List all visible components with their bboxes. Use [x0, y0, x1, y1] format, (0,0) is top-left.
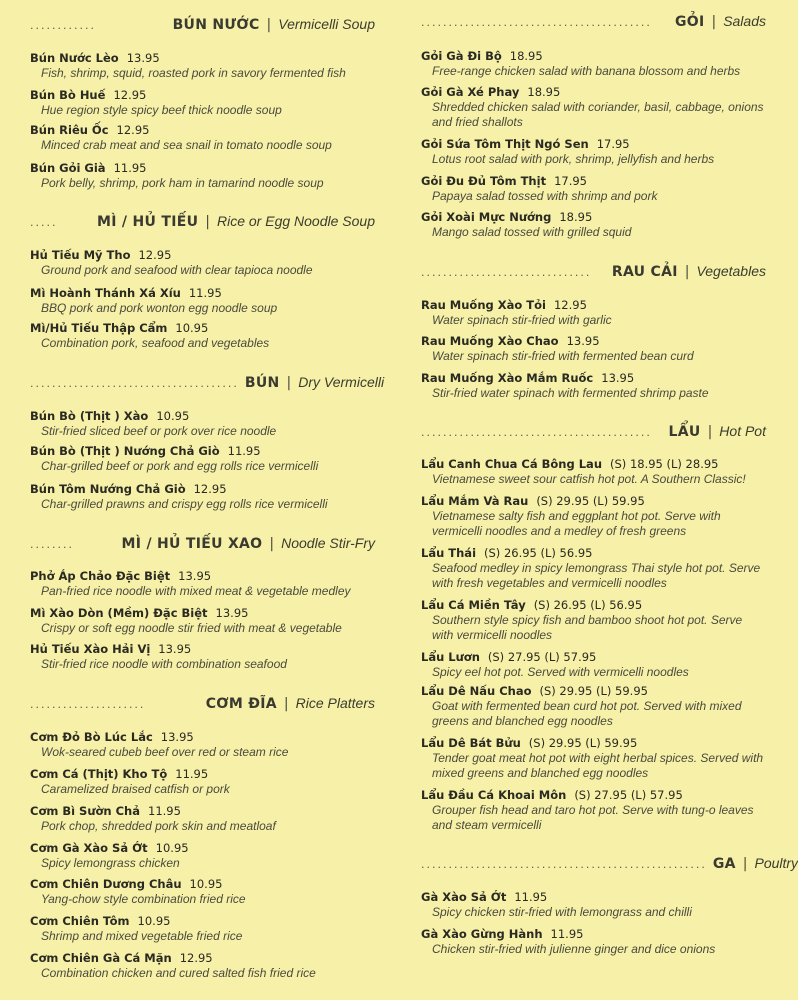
section-header	[30, 374, 385, 396]
menu-item-price: 13.95	[126, 51, 160, 65]
menu-item-description: Ground pork and seafood with clear tapioca noodle	[41, 263, 313, 277]
menu-item-price: (S) 26.95 (L) 56.95	[484, 546, 593, 560]
menu-item-line	[30, 160, 375, 176]
menu-item-line	[30, 913, 375, 929]
menu-item-price: 11.95	[188, 286, 222, 300]
menu-item-name: Cơm Cá (Thịt) Kho Tộ	[30, 767, 168, 781]
section-header	[30, 16, 375, 38]
section-english-title: Rice Platters	[295, 695, 375, 711]
menu-item-name: Mì Xào Dòn (Mềm) Đặc Biệt	[30, 606, 208, 620]
menu-item	[30, 803, 375, 834]
menu-item-line	[30, 729, 375, 745]
menu-item	[30, 729, 375, 760]
section-header-dots: ............	[30, 19, 96, 32]
section-title: RAU CẢI	[611, 264, 678, 280]
menu-item-name: Hủ Tiếu Mỹ Tho	[30, 248, 131, 262]
menu-item	[421, 545, 766, 591]
menu-item-line	[30, 876, 375, 892]
menu-item-description: Hue region style spicy beef thick noodle soup	[41, 103, 282, 117]
menu-item-description: Water spinach stir-fried with fermented bean curd	[432, 349, 694, 363]
menu-item-description: Pork chop, shredded pork skin and meatloaf	[41, 819, 276, 833]
section-title: GỎI	[674, 14, 705, 30]
menu-item-line	[30, 641, 375, 657]
menu-item	[421, 297, 766, 328]
menu-item-price: 10.95	[137, 914, 171, 928]
section-title: BÚN	[244, 375, 280, 391]
section-header-dots: ......................................	[30, 377, 239, 390]
menu-item-line	[421, 173, 766, 189]
menu-item-price: (S) 18.95 (L) 28.95	[610, 457, 719, 471]
section-header	[30, 213, 375, 235]
menu-item-price: 13.95	[215, 606, 249, 620]
menu-section	[421, 263, 766, 400]
menu-item-line	[421, 493, 766, 509]
section-divider: |	[283, 696, 289, 712]
menu-item-description: Combination pork, seafood and vegetables	[41, 336, 270, 350]
menu-item-line	[30, 481, 375, 497]
menu-item	[30, 320, 375, 351]
menu-item	[30, 160, 375, 191]
menu-item-price: 13.95	[158, 642, 192, 656]
menu-item-description: Combination chicken and cured salted fish fried rice	[41, 966, 316, 980]
menu-item	[30, 950, 375, 981]
menu-item-name: Lẩu Canh Chua Cá Bông Lau	[421, 457, 603, 471]
menu-item-name: Lẩu Dê Nấu Chao	[421, 684, 532, 698]
menu-item-price: (S) 27.95 (L) 57.95	[574, 788, 683, 802]
menu-item	[421, 787, 766, 833]
menu-item-price: 18.95	[527, 85, 561, 99]
section-header-dots: ........	[30, 538, 74, 551]
section-divider: |	[711, 14, 717, 30]
menu-item-line	[421, 209, 766, 225]
menu-item-price: (S) 29.95 (L) 59.95	[528, 736, 638, 750]
section-title: LẨU	[668, 424, 701, 440]
menu-item-line	[421, 597, 766, 613]
menu-item	[421, 683, 766, 729]
menu-item-price: 11.95	[550, 927, 584, 941]
menu-item	[30, 247, 375, 278]
menu-item-description: Tender goat meat hot pot with eight herbal spices. Served with mixed greens and blanched egg noodles	[432, 751, 764, 780]
menu-section	[421, 855, 798, 956]
menu-item-price: 13.95	[566, 334, 600, 348]
menu-item-description: Minced crab meat and sea snail in tomato noodle soup	[41, 138, 332, 152]
menu-item-description: Southern style spicy fish and bamboo shoot hot pot. Serve with vermicelli noodles	[432, 613, 743, 642]
menu-item	[421, 597, 766, 643]
menu-item-name: Cơm Chiên Gà Cá Mặn	[30, 951, 172, 965]
menu-item	[30, 50, 375, 81]
menu-item-description: Spicy lemongrass chicken	[41, 856, 180, 870]
menu-item-line	[421, 649, 766, 665]
menu-item-name: Lẩu Lươn	[421, 650, 480, 664]
menu-item-description: Wok-seared cubeb beef over red or steam rice	[41, 745, 289, 759]
menu-item-price: (S) 29.95 (L) 59.95	[536, 494, 645, 508]
menu-item-price: 12.95	[553, 298, 587, 312]
section-english-title: Salads	[723, 13, 766, 29]
menu-item-description: Water spinach stir-fried with garlic	[432, 313, 612, 327]
menu-item-price: 17.95	[596, 137, 630, 151]
menu-item-name: Mì Hoành Thánh Xá Xíu	[30, 286, 181, 300]
menu-section	[30, 535, 375, 671]
menu-item-line	[421, 545, 766, 561]
menu-item-name: Gỏi Đu Đủ Tôm Thịt	[421, 174, 547, 188]
menu-item	[421, 48, 766, 79]
section-divider: |	[286, 375, 292, 391]
menu-item-name: Mì/Hủ Tiếu Thập Cẩm	[30, 321, 168, 335]
section-divider: |	[205, 214, 210, 230]
menu-item-name: Cơm Đỏ Bò Lúc Lắc	[30, 730, 153, 744]
section-header	[421, 263, 766, 285]
menu-item-description: Lotus root salad with pork, shrimp, jellyfish and herbs	[432, 152, 715, 166]
menu-item-name: Bún Bò (Thịt ) Xào	[30, 409, 149, 423]
menu-item	[30, 913, 375, 944]
section-header	[30, 535, 375, 557]
section-header-dots: ....................................................	[421, 858, 707, 871]
section-divider: |	[684, 264, 690, 280]
menu-item-description: Shrimp and mixed vegetable fried rice	[41, 929, 243, 943]
section-header-dots: ..........................................	[421, 426, 652, 439]
menu-item-name: Bún Nước Lèo	[30, 51, 119, 65]
menu-item	[30, 122, 375, 153]
section-header-dots: .....	[30, 216, 58, 229]
menu-section	[30, 16, 375, 190]
menu-item-line	[30, 950, 375, 966]
menu-item-price: 11.95	[227, 444, 261, 458]
menu-item-price: 18.95	[509, 49, 543, 63]
menu-item-line	[30, 247, 375, 263]
menu-item-price: 13.95	[601, 371, 635, 385]
menu-item-description: Vietnamese sweet sour catfish hot pot. A Southern Classic!	[432, 472, 746, 486]
section-title: GA	[712, 856, 736, 872]
menu-item-line	[30, 408, 375, 424]
menu-item-line	[30, 840, 375, 856]
menu-item-price: 10.95	[155, 841, 189, 855]
menu-item-line	[30, 803, 375, 819]
menu-section	[30, 374, 385, 511]
menu-item-name: Cơm Gà Xào Sả Ớt	[30, 841, 148, 855]
menu-item-price: 17.95	[554, 174, 587, 188]
menu-item-name: Phở Áp Chảo Đặc Biệt	[30, 569, 171, 583]
menu-item-price: 12.95	[193, 482, 227, 496]
menu-item-name: Lẩu Mắm Và Rau	[421, 494, 529, 508]
section-divider: |	[742, 856, 748, 872]
menu-item	[30, 408, 375, 439]
menu-item-line	[421, 136, 766, 152]
menu-item	[421, 456, 766, 487]
menu-item-name: Rau Muống Xào Mắm Ruốc	[421, 371, 594, 385]
section-header-dots: .....................	[30, 698, 146, 711]
menu-item-line	[421, 735, 766, 751]
menu-item-price: (S) 26.95 (L) 56.95	[533, 598, 643, 612]
menu-item	[30, 285, 375, 316]
menu-item-name: Bún Riêu Ốc	[30, 123, 109, 137]
menu-section	[30, 213, 375, 350]
menu-item	[30, 876, 375, 907]
menu-item-name: Bún Tôm Nướng Chả Giò	[30, 482, 186, 496]
menu-item-description: Vietnamese salty fish and eggplant hot pot. Serve with vermicelli noodles and a medley of fresh greens	[432, 509, 721, 538]
section-divider: |	[269, 536, 275, 552]
menu-item-description: Pan-fried rice noodle with mixed meat & vegetable medley	[41, 584, 351, 598]
menu-item-description: Shredded chicken salad with coriander, basil, cabbage, onions and fried shallots	[432, 100, 764, 129]
menu-item-line	[421, 297, 766, 313]
section-header-dots: ...............................	[421, 266, 592, 279]
menu-item	[30, 481, 375, 512]
menu-item	[421, 209, 766, 240]
menu-item-description: Yang-chow style combination fried rice	[41, 892, 246, 906]
section-title: BÚN NƯỚC	[172, 17, 260, 33]
menu-item-price: 12.95	[116, 123, 150, 137]
menu-item-name: Cơm Chiên Dương Châu	[30, 877, 182, 891]
menu-item-name: Lẩu Cá Miền Tây	[421, 598, 526, 612]
menu-item-price: 18.95	[559, 210, 593, 224]
menu-item-name: Gỏi Gà Đi Bộ	[421, 49, 502, 63]
section-english-title: Vermicelli Soup	[278, 16, 375, 32]
section-english-title: Dry Vermicelli	[298, 374, 385, 390]
menu-item-price: (S) 27.95 (L) 57.95	[487, 650, 597, 664]
menu-item	[30, 568, 375, 599]
section-english-title: Hot Pot	[719, 423, 766, 439]
menu-item-name: Gà Xào Sả Ớt	[421, 890, 507, 904]
menu-item-name: Gỏi Gà Xé Phay	[421, 85, 520, 99]
section-title: MÌ / HỦ TIẾU	[97, 214, 199, 230]
menu-item	[30, 641, 375, 672]
section-header-dots: ..........................................	[421, 16, 652, 29]
menu-item-line	[30, 50, 375, 66]
menu-item-description: Mango salad tossed with grilled squid	[432, 225, 632, 239]
menu-item	[30, 605, 375, 636]
menu-item-description: Char-grilled beef or pork and egg rolls rice vermicelli	[41, 459, 319, 473]
section-title: MÌ / HỦ TIẾU XAO	[121, 536, 263, 552]
menu-item	[421, 889, 766, 920]
menu-item-price: 13.95	[160, 730, 194, 744]
menu-item-price: 12.95	[113, 88, 147, 102]
menu-item-line	[421, 333, 766, 349]
menu-item-name: Bún Gỏi Già	[30, 161, 106, 175]
menu-item-name: Rau Muống Xào Chao	[421, 334, 559, 348]
menu-item-name: Rau Muống Xào Tỏi	[421, 298, 546, 312]
menu-item-name: Lẩu Thái	[421, 546, 477, 560]
menu-item	[30, 87, 375, 118]
menu-item-description: Pork belly, shrimp, pork ham in tamarind noodle soup	[41, 176, 324, 190]
menu-item-description: Chicken stir-fried with julienne ginger and dice onions	[432, 942, 716, 956]
menu-item-price: 11.95	[148, 804, 181, 818]
menu-item-name: Bún Bò (Thịt ) Nướng Chả Giò	[30, 444, 220, 458]
menu-section	[421, 423, 766, 832]
menu-item	[421, 84, 766, 130]
menu-item	[421, 333, 766, 364]
menu-item-line	[30, 766, 375, 782]
menu-item	[30, 766, 375, 797]
menu-item-price: 11.95	[113, 161, 147, 175]
menu-item-line	[421, 787, 766, 803]
menu-item-line	[421, 926, 766, 942]
section-header	[421, 13, 766, 35]
section-english-title: Vegetables	[696, 263, 766, 279]
menu-item-line	[30, 605, 375, 621]
menu-item-name: Bún Bò Huế	[30, 88, 106, 102]
menu-item-description: Stir-fried rice noodle with combination seafood	[41, 657, 287, 671]
menu-item-description: BBQ pork and pork wonton egg noodle soup	[41, 301, 278, 315]
section-header	[30, 695, 375, 717]
menu-item-description: Free-range chicken salad with banana blossom and herbs	[432, 64, 741, 78]
menu-item-name: Gỏi Xoài Mực Nướng	[421, 210, 552, 224]
menu-item-description: Grouper fish head and taro hot pot. Serve with tung-o leaves and steam vermicelli	[432, 803, 754, 832]
menu-item-name: Gà Xào Gừng Hành	[421, 927, 543, 941]
menu-item	[30, 840, 375, 871]
menu-item-line	[421, 456, 766, 472]
menu-item-name: Cơm Chiên Tôm	[30, 914, 130, 928]
menu-item-line	[421, 48, 766, 64]
section-divider: |	[266, 17, 272, 33]
menu-item	[421, 136, 766, 167]
section-english-title: Rice or Egg Noodle Soup	[217, 213, 375, 229]
section-divider: |	[707, 424, 713, 440]
menu-item-line	[421, 370, 766, 386]
menu-item-description: Goat with fermented bean curd hot pot. Served with mixed greens and blanched egg noodles	[432, 699, 742, 728]
menu-item-line	[30, 443, 375, 459]
menu-item-description: Spicy chicken stir-fried with lemongrass and chilli	[432, 905, 692, 919]
menu-item-name: Lẩu Dê Bát Bửu	[421, 736, 521, 750]
menu-item-price: 11.95	[514, 890, 548, 904]
menu-item-description: Seafood medley in spicy lemongrass Thai style hot pot. Serve with fresh vegetables and vermicelli noodles	[432, 561, 761, 590]
menu-item-name: Cơm Bì Sườn Chả	[30, 804, 140, 818]
menu-item-line	[421, 84, 766, 100]
menu-item-price: 10.95	[175, 321, 209, 335]
section-header	[421, 423, 766, 445]
menu-item	[30, 443, 375, 474]
menu-item-name: Hủ Tiếu Xào Hải Vị	[30, 642, 151, 656]
menu-item-price: 11.95	[175, 767, 209, 781]
menu-item-line	[30, 568, 375, 584]
menu-item	[421, 735, 766, 781]
menu-item-line	[421, 683, 766, 699]
section-title: CƠM ĐĨA	[205, 696, 277, 712]
menu-item-line	[30, 122, 375, 138]
menu-item-price: 10.95	[156, 409, 190, 423]
menu-item-description: Fish, shrimp, squid, roasted pork in savory fermented fish	[41, 66, 346, 80]
menu-item-price: (S) 29.95 (L) 59.95	[539, 684, 648, 698]
menu-item-price: 13.95	[178, 569, 212, 583]
menu-item-name: Lẩu Đầu Cá Khoai Môn	[421, 788, 567, 802]
menu-section	[30, 695, 375, 980]
menu-item-description: Papaya salad tossed with shrimp and pork	[432, 189, 658, 203]
menu-item-line	[30, 285, 375, 301]
menu-item-description: Stir-fried sliced beef or pork over rice noodle	[41, 424, 277, 438]
menu-item-price: 12.95	[138, 248, 172, 262]
menu-section	[421, 13, 766, 239]
menu-item-description: Caramelized braised catfish or pork	[41, 782, 230, 796]
menu-item-price: 12.95	[179, 951, 213, 965]
menu-item	[421, 926, 766, 957]
section-english-title: Noodle Stir-Fry	[281, 535, 375, 551]
menu-item-line	[30, 320, 375, 336]
menu-item-name: Gỏi Sứa Tôm Thịt Ngó Sen	[421, 137, 589, 151]
menu-item-line	[30, 87, 375, 103]
menu-item	[421, 493, 766, 539]
section-header	[421, 855, 798, 877]
section-english-title: Poultry	[754, 855, 798, 871]
menu-item-description: Crispy or soft egg noodle stir fried with meat & vegetable	[41, 621, 342, 635]
menu-item	[421, 370, 766, 401]
menu-item-price: 10.95	[189, 877, 223, 891]
menu-item	[421, 173, 766, 204]
menu-item-description: Spicy eel hot pot. Served with vermicelli noodles	[432, 665, 689, 679]
menu-item-description: Stir-fried water spinach with fermented shrimp paste	[432, 386, 709, 400]
menu-item-description: Char-grilled prawns and crispy egg rolls rice vermicelli	[41, 497, 328, 511]
menu-item	[421, 649, 766, 680]
menu-item-line	[421, 889, 766, 905]
